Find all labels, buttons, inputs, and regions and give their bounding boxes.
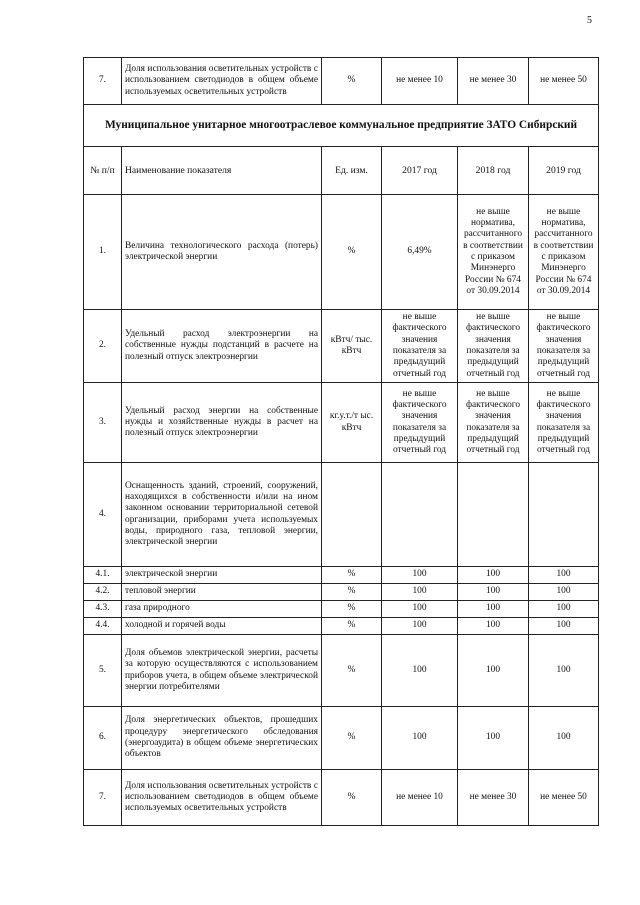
row-number: 5. [84, 635, 122, 707]
value-2017 [382, 463, 458, 567]
table-row-top [84, 58, 599, 105]
value-2018: не выше фактического значения показателя за предыдущий отчетный год [458, 310, 529, 383]
value-2017: 100 [382, 707, 458, 770]
value-2019: не выше фактического значения показателя за предыдущий отчетный год [529, 383, 599, 463]
indicator-name: тепловой энергии [122, 584, 322, 601]
value-2019: 100 [529, 601, 599, 618]
header-row [84, 147, 599, 195]
indicator-name: Удельный расход электроэнергии на собственные нужды подстанций в расчете на полезный отпуск электроэнергии [122, 310, 322, 383]
indicator-name: Оснащенность зданий, строений, сооружений, находящихся в собственности и/или на ином законном основании территориальной сетевой организации, приборами учета используемых воды, природного газа, тепловой энергии, электрической энергии [122, 463, 322, 567]
unit-cell: % [322, 635, 382, 707]
value-2018: 100 [458, 618, 529, 635]
table-row [84, 635, 599, 707]
table-row [84, 707, 599, 770]
indicator-name: Доля объемов электрической энергии, расчеты за которую осуществляются с использованием приборов учета, в общем объеме электрической энергии потребителями [122, 635, 322, 707]
value-2019: не менее 50 [529, 58, 599, 105]
value-2018: не выше фактического значения показателя за предыдущий отчетный год [458, 383, 529, 463]
value-2017: 6,49% [382, 195, 458, 310]
table-row [84, 584, 599, 601]
value-2017: 100 [382, 584, 458, 601]
value-2017: 100 [382, 618, 458, 635]
row-number: 4. [84, 463, 122, 567]
page-number: 5 [587, 15, 592, 26]
value-2018: 100 [458, 707, 529, 770]
table-row [84, 383, 599, 463]
row-number: 6. [84, 707, 122, 770]
value-2019: не выше норматива, рассчитанного в соответствии с приказом Минэнерго России № 674 от 30.09.2014 [529, 195, 599, 310]
indicator-name: Доля использования осветительных устройств с использованием светодиодов в общем объеме используемых осветительных устройств [122, 58, 322, 105]
indicator-name: Доля энергетических объектов, прошедших процедуру энергетического обследования (энергоаудита) в общем объеме энергетических объектов [122, 707, 322, 770]
unit-cell: % [322, 601, 382, 618]
table-row [84, 770, 599, 826]
table-row [84, 310, 599, 383]
value-2018: 100 [458, 567, 529, 584]
header-unit: Ед. изм. [322, 147, 382, 195]
section-title: Муниципальное унитарное многоотраслевое коммунальное предприятие ЗАТО Сибирский [84, 105, 599, 147]
unit-cell: кВтч/ тыс. кВтч [322, 310, 382, 383]
row-number: 7. [84, 770, 122, 826]
value-2019: 100 [529, 707, 599, 770]
unit-cell [322, 463, 382, 567]
unit-cell: % [322, 618, 382, 635]
indicators-table [83, 57, 599, 826]
value-2019: не менее 50 [529, 770, 599, 826]
unit-cell: % [322, 567, 382, 584]
header-2019: 2019 год [529, 147, 599, 195]
row-number: 1. [84, 195, 122, 310]
row-number: 4.1. [84, 567, 122, 584]
header-2018: 2018 год [458, 147, 529, 195]
unit-cell: кг.у.т./т ыс. кВтч [322, 383, 382, 463]
value-2019: 100 [529, 567, 599, 584]
indicator-name: Удельный расход энергии на собственные нужды и хозяйственные нужды в расчет на полезный отпуск электроэнергии [122, 383, 322, 463]
value-2017: не менее 10 [382, 770, 458, 826]
indicator-name: Доля использования осветительных устройств с использованием светодиодов в общем объеме используемых осветительных устройств [122, 770, 322, 826]
row-number: 3. [84, 383, 122, 463]
value-2019: 100 [529, 618, 599, 635]
unit-cell: % [322, 770, 382, 826]
unit-cell: % [322, 584, 382, 601]
value-2018: 100 [458, 601, 529, 618]
table-row [84, 567, 599, 584]
table-row [84, 618, 599, 635]
indicator-name: Величина технологического расхода (потерь) электрической энергии [122, 195, 322, 310]
value-2017: не менее 10 [382, 58, 458, 105]
header-name: Наименование показателя [122, 147, 322, 195]
row-number: 4.2. [84, 584, 122, 601]
value-2017: 100 [382, 567, 458, 584]
table-row [84, 601, 599, 618]
value-2019: 100 [529, 584, 599, 601]
indicator-name: газа природного [122, 601, 322, 618]
value-2019: не выше фактического значения показателя за предыдущий отчетный год [529, 310, 599, 383]
row-number: 2. [84, 310, 122, 383]
unit-cell: % [322, 707, 382, 770]
unit-cell: % [322, 195, 382, 310]
value-2017: не выше фактического значения показателя за предыдущий отчетный год [382, 383, 458, 463]
value-2018: не менее 30 [458, 770, 529, 826]
value-2018: 100 [458, 635, 529, 707]
table-row [84, 463, 599, 567]
value-2019 [529, 463, 599, 567]
table-row [84, 195, 599, 310]
row-number: 4.4. [84, 618, 122, 635]
value-2017: 100 [382, 635, 458, 707]
value-2017: 100 [382, 601, 458, 618]
row-number: 7. [84, 58, 122, 105]
value-2019: 100 [529, 635, 599, 707]
value-2018 [458, 463, 529, 567]
header-2017: 2017 год [382, 147, 458, 195]
value-2018: не менее 30 [458, 58, 529, 105]
section-title-row [84, 105, 599, 147]
header-number: № п/п [84, 147, 122, 195]
value-2018: 100 [458, 584, 529, 601]
row-number: 4.3. [84, 601, 122, 618]
indicator-name: электрической энергии [122, 567, 322, 584]
value-2017: не выше фактического значения показателя за предыдущий отчетный год [382, 310, 458, 383]
value-2018: не выше норматива, рассчитанного в соответствии с приказом Минэнерго России № 674 от 30.09.2014 [458, 195, 529, 310]
unit-cell: % [322, 58, 382, 105]
indicator-name: холодной и горячей воды [122, 618, 322, 635]
